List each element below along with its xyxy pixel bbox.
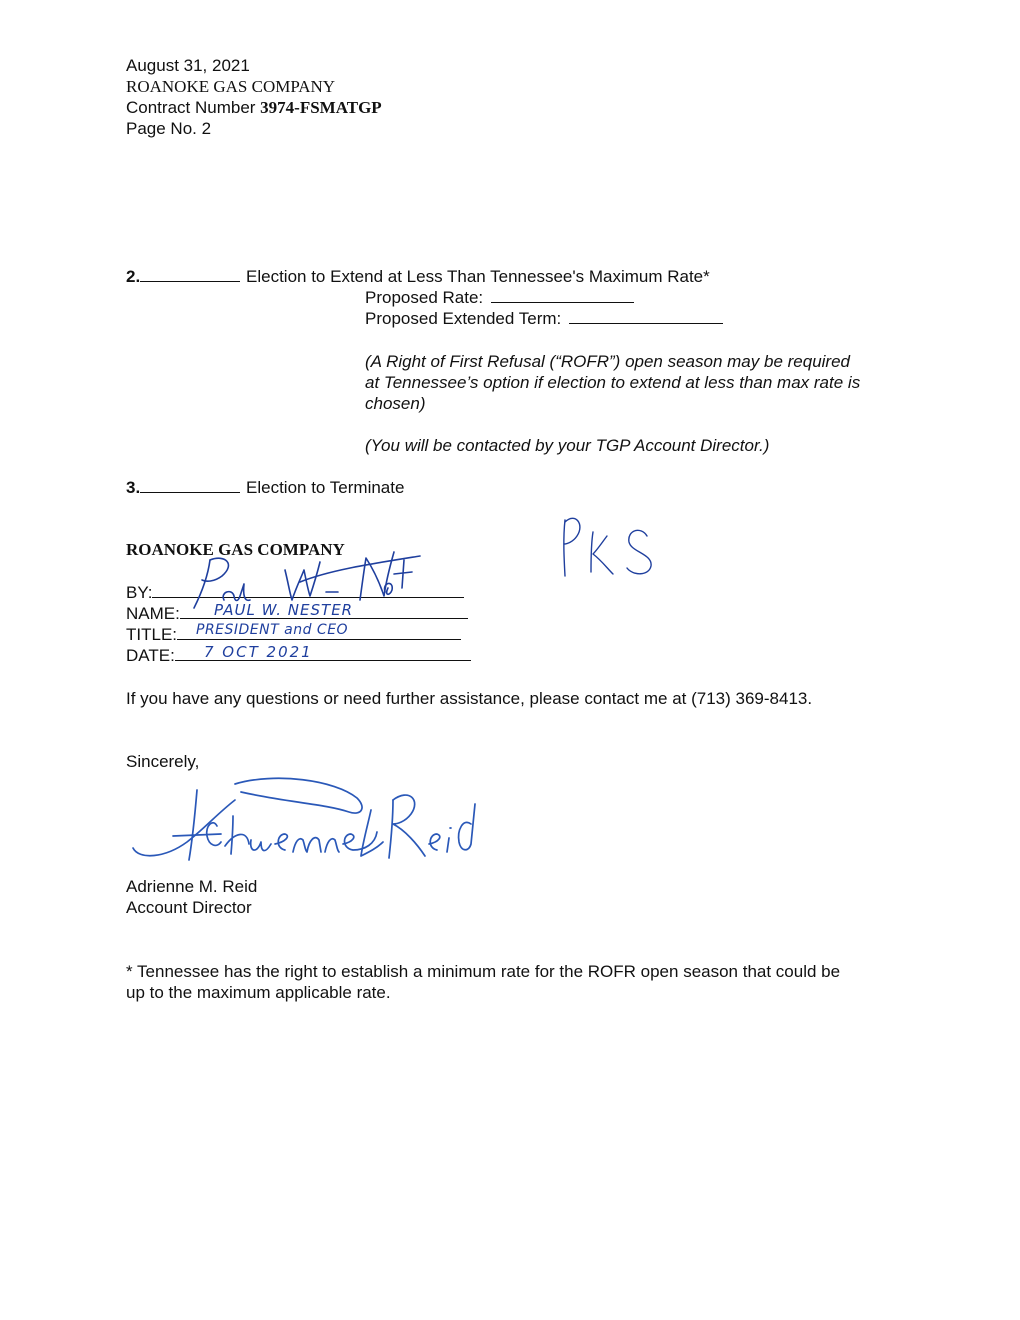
date-handwritten: 7 OCT 2021 xyxy=(204,643,313,661)
footnote-line-1: * Tennessee has the right to establish a minimum rate for the ROFR open season that could be xyxy=(126,962,841,981)
salutation: Sincerely, xyxy=(126,752,200,771)
signer-name: Adrienne M. Reid xyxy=(126,877,258,896)
proposed-term-label: Proposed Extended Term: xyxy=(365,309,562,328)
signature-paul-nester xyxy=(180,540,420,615)
signatory-company: ROANOKE GAS COMPANY xyxy=(126,540,345,559)
title-handwritten: PRESIDENT and CEO xyxy=(196,622,349,638)
page-number: Page No. 2 xyxy=(126,119,212,138)
contract-number: 3974-FSMATGP xyxy=(260,98,382,117)
proposed-rate-field[interactable] xyxy=(491,288,634,303)
name-handwritten: PAUL W. NESTER xyxy=(214,601,354,619)
letter-date: August 31, 2021 xyxy=(126,56,250,75)
rofr-note-line-3: chosen) xyxy=(365,394,426,413)
footnote-line-2: up to the maximum applicable rate. xyxy=(126,983,391,1002)
contract-line xyxy=(126,97,382,118)
item-2-number: 2. xyxy=(126,267,141,286)
item-3-number: 3. xyxy=(126,478,141,497)
item-2-title: Election to Extend at Less Than Tennessee's Maximum Rate* xyxy=(246,267,710,286)
signer-title: Account Director xyxy=(126,898,252,917)
initials-pks xyxy=(555,510,665,585)
contact-note: (You will be contacted by your TGP Account Director.) xyxy=(365,436,770,455)
title-label: TITLE: xyxy=(126,625,178,644)
proposed-rate-label: Proposed Rate: xyxy=(365,288,484,307)
item-2-row xyxy=(126,266,240,287)
recipient-company: ROANOKE GAS COMPANY xyxy=(126,77,336,96)
date-label: DATE: xyxy=(126,646,175,665)
rofr-note-line-2: at Tennessee’s option if election to extend at less than max rate is xyxy=(365,373,861,392)
rofr-note-line-1: (A Right of First Refusal (“ROFR”) open season may be required xyxy=(365,352,850,371)
item-2-blank[interactable] xyxy=(140,267,240,282)
item-3-title: Election to Terminate xyxy=(246,478,405,497)
proposed-term-field[interactable] xyxy=(569,309,723,324)
name-label: NAME: xyxy=(126,604,180,623)
by-label: BY: xyxy=(126,583,153,602)
signature-adrienne-reid xyxy=(125,770,480,870)
proposed-term-row xyxy=(365,308,723,329)
item-3-row xyxy=(126,477,240,498)
contact-paragraph: If you have any questions or need further assistance, please contact me at (713) 369-8413. xyxy=(126,689,813,708)
proposed-rate-row xyxy=(365,287,634,308)
item-3-blank[interactable] xyxy=(140,478,240,493)
contract-label: Contract Number xyxy=(126,98,261,117)
